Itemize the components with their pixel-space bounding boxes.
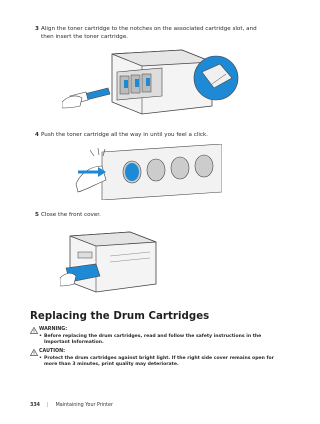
step-text: Align the toner cartridge to the notches on the associated cartridge slot, and then insert the toner cartridge. xyxy=(41,26,257,40)
step-number: 4 xyxy=(35,132,39,138)
caution-label: CAUTION: xyxy=(39,349,66,354)
chapter-title: Maintaining Your Printer xyxy=(55,403,113,408)
caution-bullet: • xyxy=(39,356,42,361)
section-title: Replacing the Drum Cartridges xyxy=(30,311,210,322)
push-toner-illustration xyxy=(72,144,222,200)
page-footer xyxy=(30,403,113,408)
footer-separator: | xyxy=(47,403,49,408)
step-3 xyxy=(35,26,270,41)
caution-triangle-icon xyxy=(30,349,38,359)
page-number: 334 xyxy=(30,403,41,408)
close-front-cover-illustration xyxy=(60,226,160,298)
caution-text: Protect the drum cartridges against bright light. If the right side cover remains open for more than 3 minutes, print quality may deteriorate. xyxy=(44,356,274,367)
step-number: 5 xyxy=(35,212,39,218)
step-4 xyxy=(35,132,270,140)
warning-text: Before replacing the drum cartridges, read and follow the safety instructions in the Important Information. xyxy=(44,334,262,345)
step-number: 3 xyxy=(35,26,39,32)
warning-bullet: • xyxy=(39,334,42,339)
warning-label: WARNING: xyxy=(39,327,68,332)
step-5 xyxy=(35,212,270,220)
warning-triangle-icon xyxy=(30,327,38,337)
insert-toner-illustration xyxy=(62,44,242,120)
step-text: Close the front cover. xyxy=(41,212,101,218)
step-text: Push the toner cartridge all the way in until you feel a click. xyxy=(41,132,209,138)
